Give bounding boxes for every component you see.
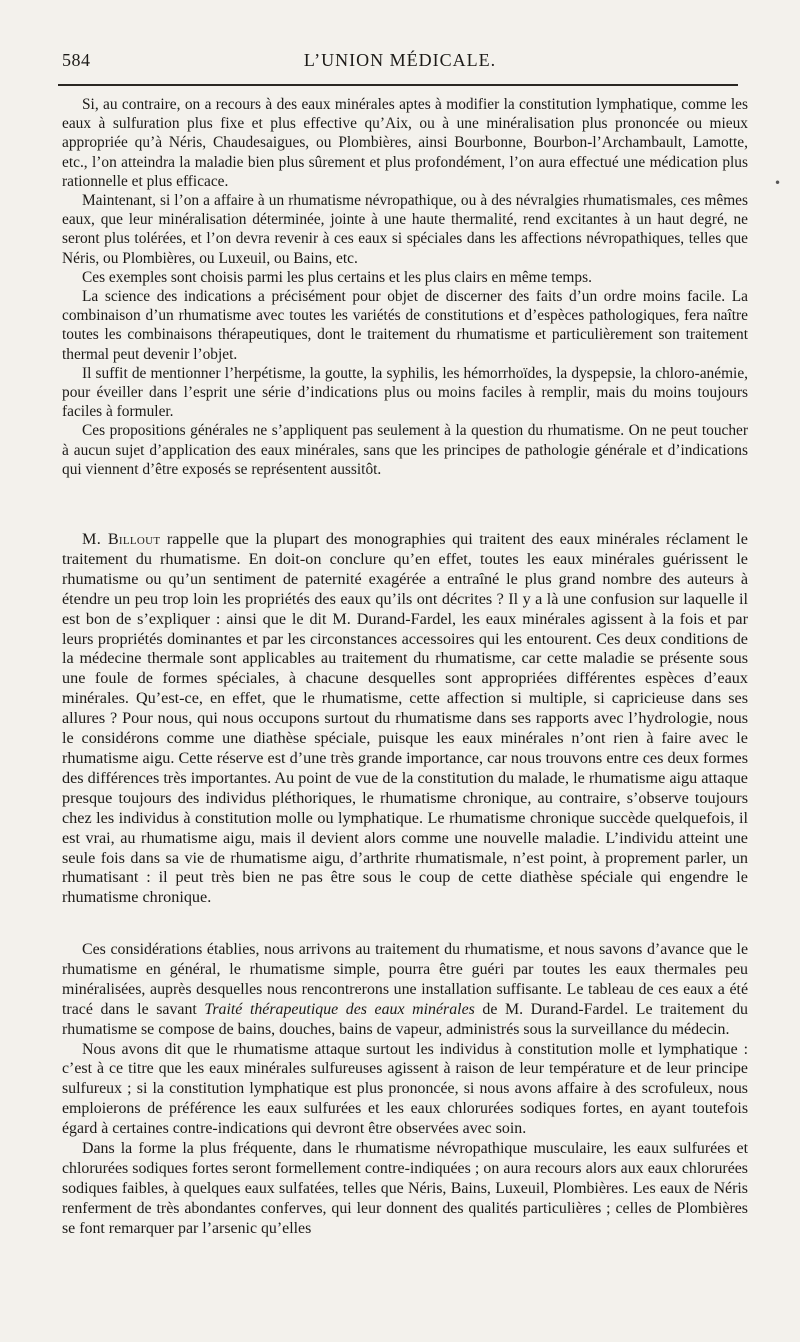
running-title: L’UNION MÉDICALE. — [303, 50, 497, 70]
section-billout-intervention — [62, 530, 748, 908]
paragraph-text: rappelle que la plupart des monographies qui traitent des eaux minérales réclament le traitement du rhumatisme. En doit-on conclure qu’en effet, toutes les eaux minérales guérissent le rhumatisme ou qu’un sentiment de paternité exagérée a entraîné le plus grand nombre des auteurs à étendre un peu trop loin les propriétés des eaux qu’ils ont décrites ? Il y a là une confusion sur laquelle il est bon de s’expliquer : ainsi que le dit M. Durand-Fardel, les eaux minérales agissent à la fois et par leurs propriétés dominantes et par les circonstances accessoires qui les entourent. Ces deux conditions de la médecine thermale sont applicables au traitement du rhumatisme, car cette maladie se présente sous une foule de formes spéciales, à chacune desquelles sont appropriées différentes espèces d’eaux minérales. Qu’est-ce, en effet, que le rhumatisme, cette affection si multiple, si capricieuse dans ses allures ? Pour nous, qui nous occupons surtout du rhumatisme dans ses rapports avec l’hydrologie, nous le considérons comme une diathèse spéciale, puisque les eaux minérales n’ont rien à faire avec le rhumatisme aigu. Cette réserve est d’une très grande importance, car nous trouvons entre ces deux formes des différences très importantes. Au point de vue de la constitution du malade, le rhumatisme aigu attaque presque toujours des individus pléthoriques, le rhumatisme chronique, au contraire, s’observe toujours chez les individus à constitution molle ou lymphatique. Le rhumatisme chronique succède quelquefois, il est vrai, au rhumatisme aigu, mais il devient alors comme une nouvelle maladie. L’individu atteint une seule fois dans sa vie de rhumatisme aigu, d’arthrite rhumatismale, n’est point, à proprement parler, un rhumatisant : il peut très bien ne pas être sous le coup de cette diathèse spéciale qui engendre le rhumatisme chronique. — [62, 530, 748, 907]
page-header — [62, 48, 738, 72]
paragraph: Il suffit de mentionner l’herpétisme, la goutte, la syphilis, les hémorrhoïdes, la dyspepsie, la chloro-anémie, pour éveiller dans l’esprit une série d’indications plus ou moins faciles à remplir, mais du moins toujours faciles à formuler. — [62, 364, 748, 421]
paragraph: Ces exemples sont choisis parmi les plus certains et les plus clairs en même temps. — [82, 268, 592, 286]
paragraph — [62, 530, 748, 908]
speaker-name: M. Billout — [82, 530, 161, 548]
header-rule — [58, 84, 738, 86]
page-number: 584 — [62, 50, 91, 70]
paragraph: Si, au contraire, on a recours à des eaux minérales aptes à modifier la constitution lymphatique, comme les eaux à sulfuration plus fixe et plus effective qu’Aix, ou à une minéralisation plus prononcée ou mieux appropriée qu’à Néris, Chaudesaigues, ou Plombières, ainsi Bourbonne, Bourbon-l’Archambault, Lamotte, etc., l’on atteindra la maladie bien plus sûrement et plus profondément, l’on aura effectué une médication plus rationnelle et plus efficace. — [62, 96, 748, 190]
paragraph-text: Ces considérations établies, nous arrivons au traitement du rhumatisme, et nous savons d’avance que le rhumatisme en général, le rhumatisme simple, pourra être guéri par toutes les eaux thermales peu minéralisées, auprès desquelles nous rencontrerons une installation suffisante. Le tableau de ces eaux a été tracé dans le savant — [62, 941, 748, 1018]
section-discussion-indications — [62, 95, 748, 479]
paragraph: Ces propositions générales ne s’appliquent pas seulement à la question du rhumatisme. On ne peut toucher à aucun sujet d’application des eaux minérales, sans que les principes de pathologie générale et d’indications qui viennent d’être exposés se représentent aussitôt. — [62, 422, 748, 478]
section-treatment — [62, 940, 748, 1239]
paragraph: Maintenant, si l’on a affaire à un rhumatisme névropathique, ou à des névralgies rhumatismales, ces mêmes eaux, que leur minéralisation déterminée, jointe à une haute thermalité, rend excitantes à un haut degré, ne seront plus tolérées, et l’on devra revenir à ces eaux si spéciales dans les affections névropathiques, telles que Néris, ou Plombières, ou Luxeuil, ou Bains, etc. — [62, 192, 748, 267]
paragraph-text: de M. Durand-Fardel. Le traitement du rhumatisme se compose de bains, douches, bains de vapeur, administrés sous la surveillance du médecin. — [62, 1000, 748, 1038]
paragraph: La science des indications a précisément pour objet de discerner des faits d’un ordre moins facile. La combinaison d’un rhumatisme avec toutes les variétés de constitutions et d’espèces pathologiques, fera naître toutes les combinaisons thérapeutiques, dont le traitement du rhumatisme et particulièrement son traitement thermal peut devenir l’objet. — [62, 288, 748, 363]
paragraph: Nous avons dit que le rhumatisme attaque surtout les individus à constitution molle et lymphatique : c’est à ce titre que les eaux minérales sulfureuses agissent à raison de leur température et de leur principe sulfureux ; si la constitution lymphatique est plus prononcée, si nous avons affaire à des scrofuleux, nous emploierons de préférence les eaux sulfurées et les eaux chlorurées sodiques fortes, en ayant toutefois égard à certaines contre-indications qui devront être observées avec soin. — [62, 1040, 748, 1138]
book-title: Traité thérapeutique des eaux minérales — [204, 1000, 475, 1018]
paragraph — [62, 940, 748, 1040]
paragraph: Dans la forme la plus fréquente, dans le rhumatisme névropathique musculaire, les eaux sulfurées et chlorurées sodiques fortes seront formellement contre-indiquées ; on aura recours alors aux eaux chlorurées sodiques faibles, à quelques eaux sulfatées, telles que Néris, Bains, Luxeuil, Plombières. Les eaux de Néris renferment de très abondantes conferves, qui leur donnent des qualités particulières ; celles de Plombières se font remarquer par l’arsenic qu’elles — [62, 1140, 748, 1237]
margin-mark: • — [774, 176, 782, 190]
